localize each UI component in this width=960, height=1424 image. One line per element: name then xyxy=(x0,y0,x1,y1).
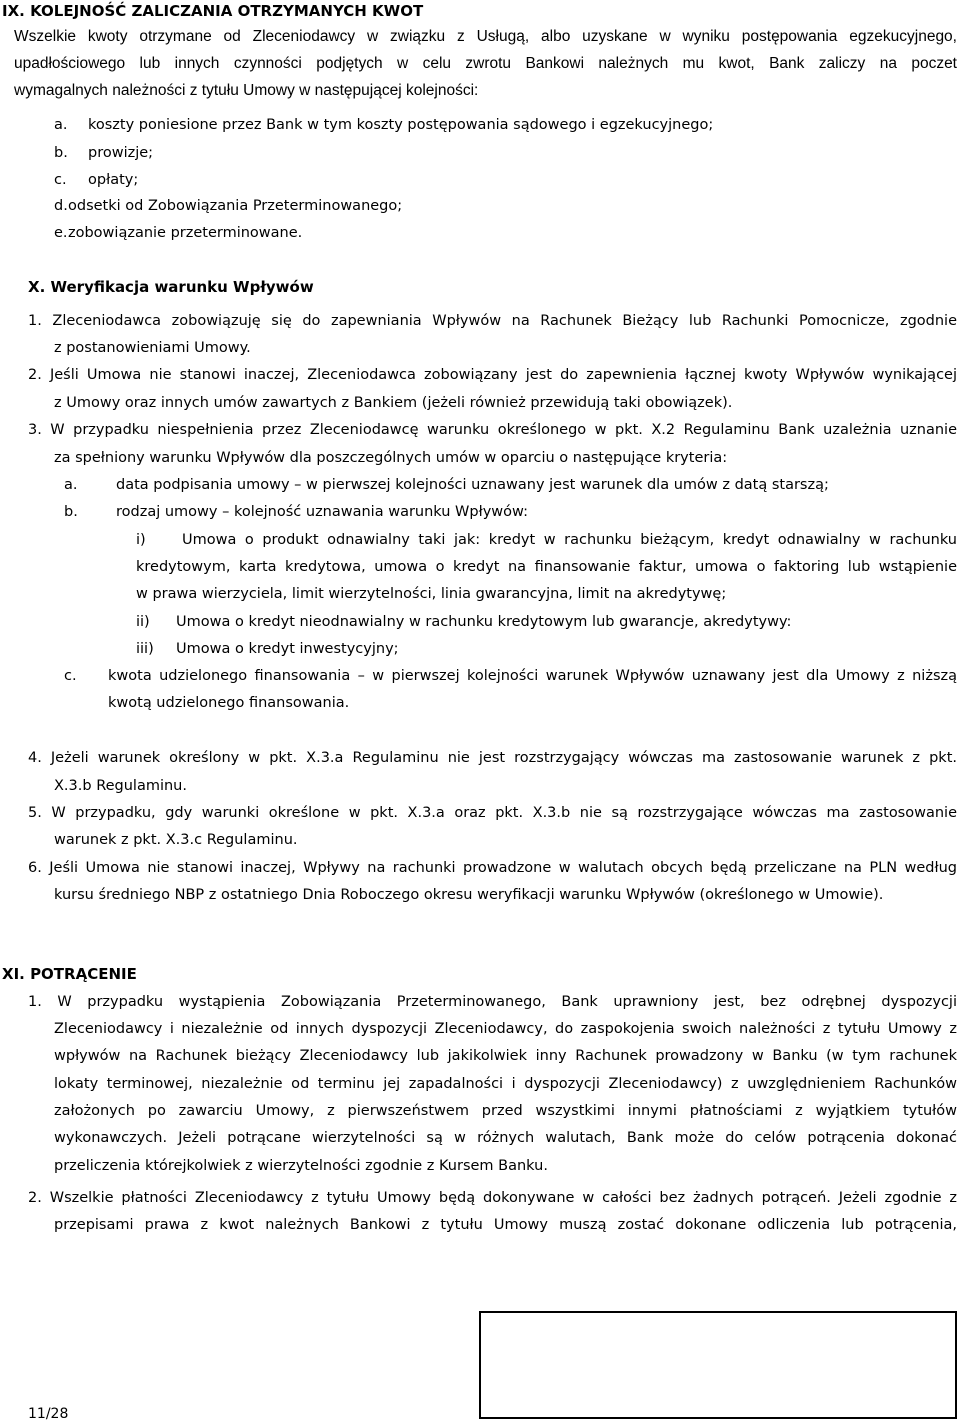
section-ix-heading: IX. KOLEJNOŚĆ ZALICZANIA OTRZYMANYCH KWOT xyxy=(2,2,424,20)
paragraph-line: 4. Jeżeli warunek określony w pkt. X.3.a Regulaminu nie jest rozstrzygający wówczas ma zastosowanie warunek z pkt. xyxy=(28,750,957,766)
list-item: koszty poniesione przez Bank w tym koszty postępowania sądowego i egzekucyjnego; xyxy=(88,117,714,133)
paragraph-line: 2. Jeśli Umowa nie stanowi inaczej, Zleceniodawca zobowiązany jest do zapewnienia łącznej kwoty Wpływów wynikającej xyxy=(28,367,957,383)
page-number: 11/28 xyxy=(28,1406,69,1422)
criterion-item: rodzaj umowy – kolejność uznawania warunku Wpływów: xyxy=(116,504,528,520)
paragraph-line: przeliczenia którejkolwiek z wierzytelności zgodnie z Kursem Banku. xyxy=(54,1158,548,1174)
list-item: zobowiązanie przeterminowane. xyxy=(68,225,303,241)
list-item: opłaty; xyxy=(88,172,139,188)
list-item-marker: c. xyxy=(54,172,67,188)
paragraph-line: Zleceniodawcy i niezależnie od innych dyspozycji Zleceniodawcy, do zaspokojenia swoich należności z tytułu Umowy z xyxy=(54,1021,957,1037)
paragraph-line: z Umowy oraz innych umów zawartych z Bankiem (jeżeli również przewidują taki obowiązek). xyxy=(54,395,733,411)
subcriterion-marker: iii) xyxy=(136,641,154,657)
paragraph-line: X.3.b Regulaminu. xyxy=(54,778,187,794)
list-item-marker: a. xyxy=(54,117,68,133)
paragraph-line: wpływów na Rachunek bieżący Zleceniodawcy lub jakikolwiek inny Rachunek prowadzony w Banku (w tym rachunek xyxy=(54,1048,957,1064)
paragraph-line: kursu średniego NBP z ostatniego Dnia Roboczego okresu weryfikacji warunku Wpływów (określonego w Umowie). xyxy=(54,887,884,903)
criterion-item: data podpisania umowy – w pierwszej kolejności uznawany jest warunek dla umów z datą starszą; xyxy=(116,477,829,493)
criterion-line: kwotą udzielonego finansowania. xyxy=(108,695,350,711)
criterion-marker: a. xyxy=(64,477,78,493)
subcriterion-line: Umowa o produkt odnawialny taki jak: kredyt w rachunku bieżącym, kredyt odnawialny w rachunku xyxy=(182,532,957,548)
paragraph-line: warunek z pkt. X.3.c Regulaminu. xyxy=(54,832,298,848)
subcriterion-marker: ii) xyxy=(136,614,150,630)
paragraph-line: lokaty terminowej, niezależnie od terminu jej zapadalności i dyspozycji Zleceniodawcy) z uwzględnieniem Rachunków xyxy=(54,1076,957,1092)
paragraph-line: założonych po zawarciu Umowy, z pierwszeństwem przed wszystkimi innymi płatnościami z wyjątkiem tytułów xyxy=(54,1103,957,1119)
criterion-marker: c. xyxy=(64,668,77,684)
paragraph-line: 1. W przypadku wystąpienia Zobowiązania Przeterminowanego, Bank uprawniony jest, bez odrębnej dyspozycji xyxy=(28,994,957,1010)
section-ix-intro-line: wymagalnych należności z tytułu Umowy w następującej kolejności: xyxy=(14,82,479,99)
list-item-marker: b. xyxy=(54,145,68,161)
subcriterion-marker: i) xyxy=(136,532,146,548)
paragraph-line: przepisami prawa z kwot należnych Bankowi z tytułu Umowy muszą zostać dokonane odliczenia lub potrącenia, xyxy=(54,1217,957,1233)
list-item: odsetki od Zobowiązania Przeterminowanego; xyxy=(68,198,403,214)
list-item: prowizje; xyxy=(88,145,154,161)
criterion-line: kwota udzielonego finansowania – w pierwszej kolejności warunek Wpływów uznawany jest dla Umowy z niższą xyxy=(108,668,957,684)
list-item-marker: e. xyxy=(54,225,68,241)
paragraph-line: 5. W przypadku, gdy warunki określone w pkt. X.3.a oraz pkt. X.3.b nie są rozstrzygające wówczas ma zastosowanie xyxy=(28,805,957,821)
paragraph-line: 1. Zleceniodawca zobowiązuję się do zapewniania Wpływów na Rachunek Bieżący lub Rachunki Pomocnicze, zgodnie xyxy=(28,313,957,329)
paragraph-line: z postanowieniami Umowy. xyxy=(54,340,251,356)
section-xi-heading: XI. POTRĄCENIE xyxy=(2,965,137,983)
subcriterion-line: kredytowym, karta kredytowa, umowa o kredyt na finansowanie faktur, umowa o faktoring lub wstąpienie xyxy=(136,559,957,575)
section-ix-intro-line: upadłościowego lub innych czynności podjętych w celu zwrotu Bankowi należnych mu kwot, Bank zaliczy na poczet xyxy=(14,55,957,72)
initials-box xyxy=(479,1311,957,1419)
section-ix-intro-line: Wszelkie kwoty otrzymane od Zleceniodawcy w związku z Usługą, albo uzyskane w wyniku postępowania egzekucyjnego, xyxy=(14,28,957,45)
subcriterion-line: w prawa wierzyciela, limit wierzytelności, linia gwarancyjna, limit na akredytywę; xyxy=(136,586,727,602)
subcriterion-line: Umowa o kredyt nieodnawialny w rachunku kredytowym lub gwarancje, akredytywy: xyxy=(176,614,792,630)
paragraph-line: za spełniony warunku Wpływów dla poszczególnych umów w oparciu o następujące kryteria: xyxy=(54,450,728,466)
paragraph-line: 2. Wszelkie płatności Zleceniodawcy z tytułu Umowy będą dokonywane w całości bez żadnych potrąceń. Jeżeli zgodnie z xyxy=(28,1190,957,1206)
criterion-marker: b. xyxy=(64,504,78,520)
subcriterion-line: Umowa o kredyt inwestycyjny; xyxy=(176,641,399,657)
paragraph-line: wykonawczych. Jeżeli potrącane wierzytelności są w różnych walutach, Bank może do celów potrącenia dokonać xyxy=(54,1130,957,1146)
paragraph-line: 6. Jeśli Umowa nie stanowi inaczej, Wpływy na rachunki prowadzone w walutach obcych będą przeliczane na PLN według xyxy=(28,860,957,876)
paragraph-line: 3. W przypadku niespełnienia przez Zleceniodawcę warunku określonego w pkt. X.2 Regulaminu Bank uzależnia uznanie xyxy=(28,422,957,438)
list-item-marker: d. xyxy=(54,198,68,214)
section-x-heading: X. Weryfikacja warunku Wpływów xyxy=(28,278,314,296)
